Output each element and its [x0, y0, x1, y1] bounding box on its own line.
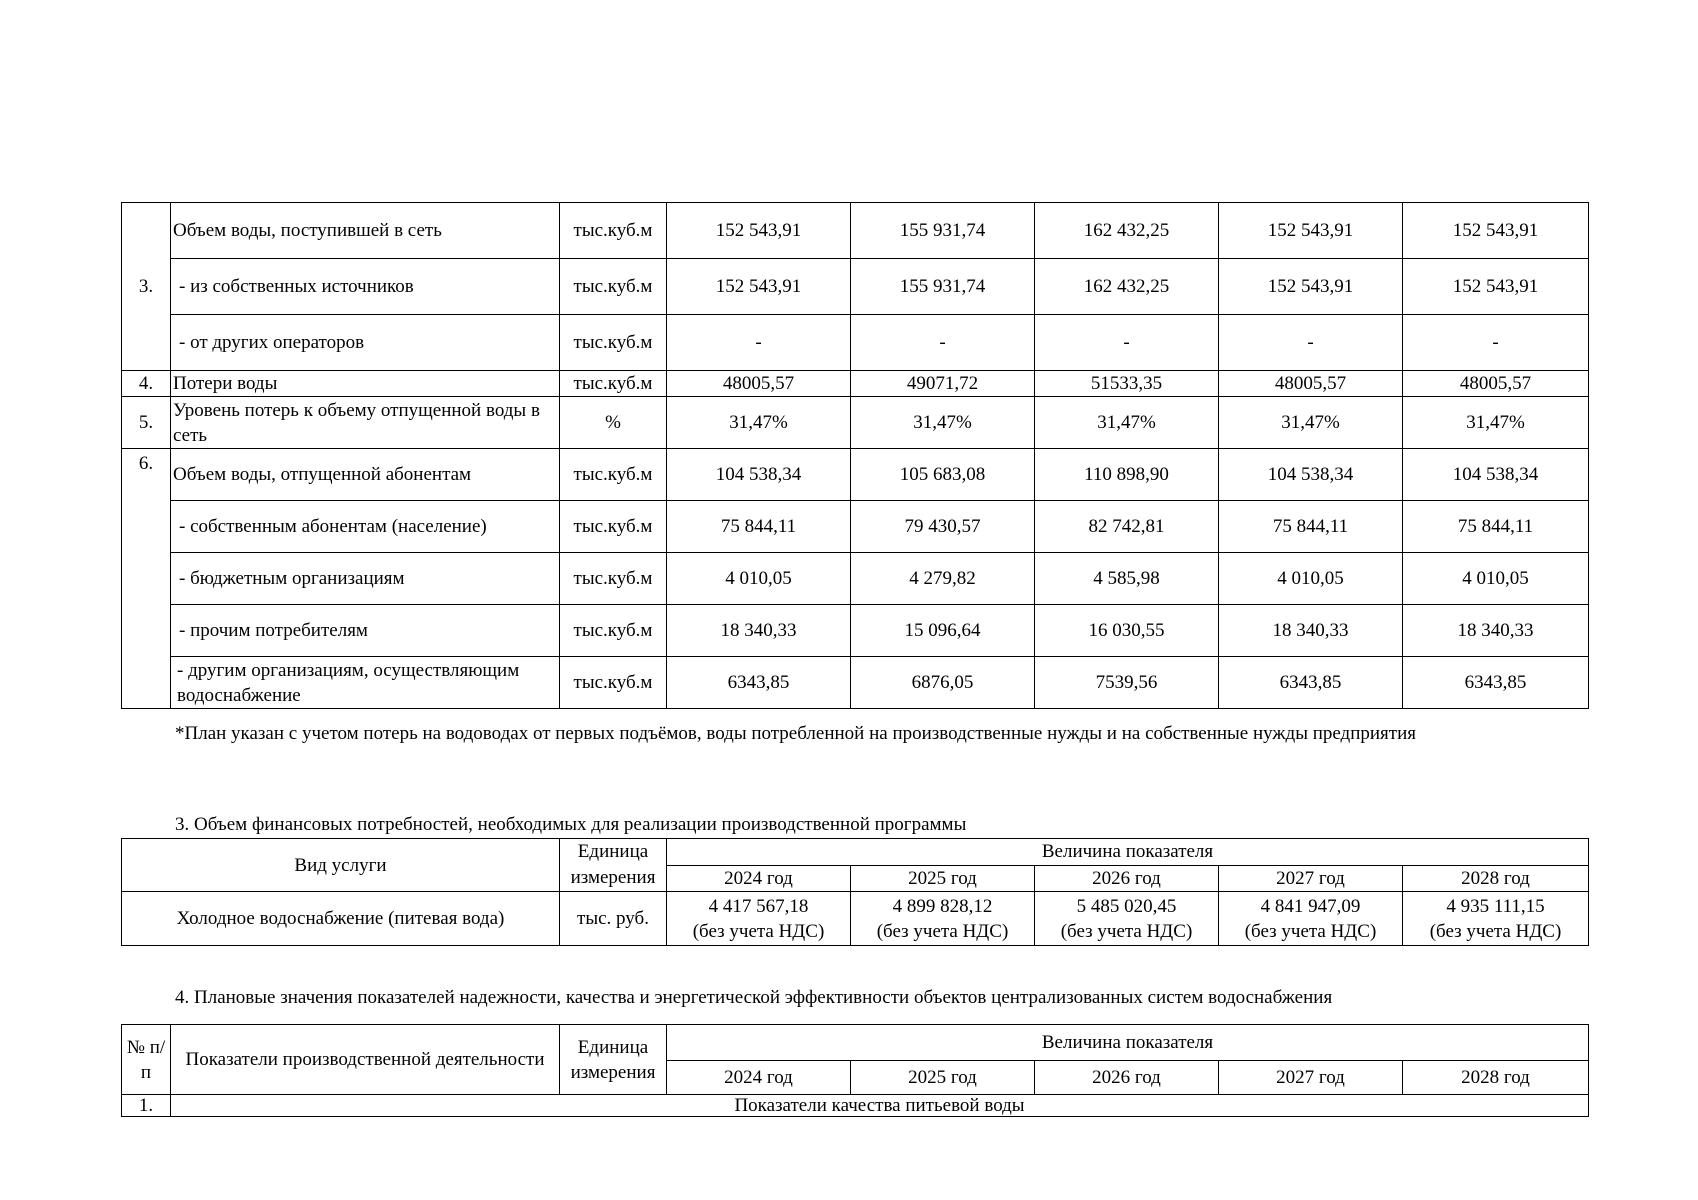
table-row — [122, 501, 1589, 553]
value-cell: 51533,35 — [1035, 371, 1219, 397]
indicator-name: Объем воды, отпущенной абонентам — [171, 449, 560, 501]
table-row — [122, 397, 1589, 449]
value-cell: 31,47% — [851, 397, 1035, 449]
value-cell: 104 538,34 — [1219, 449, 1403, 501]
value-cell: 18 340,33 — [1403, 605, 1589, 657]
amount-value: 4 935 111,15 — [1446, 895, 1545, 917]
indicator-name: - собственным абонентам (население) — [171, 501, 560, 553]
indicator-name: Потери воды — [171, 371, 560, 397]
amount-cell — [1035, 892, 1219, 946]
value-cell: 6343,85 — [667, 657, 851, 709]
value-cell: 31,47% — [667, 397, 851, 449]
table-row — [122, 315, 1589, 371]
vat-note: (без учета НДС) — [876, 920, 1009, 942]
table-row — [122, 203, 1589, 259]
row-number: 4. — [122, 371, 171, 397]
indicator-name: Объем воды, поступившей в сеть — [171, 203, 560, 259]
year-header: 2024 год — [667, 865, 851, 892]
unit-cell: тыс.куб.м — [560, 259, 667, 315]
value-cell: 48005,57 — [1219, 371, 1403, 397]
value-cell: 75 844,11 — [667, 501, 851, 553]
table-row — [122, 892, 1589, 946]
amount-value: 4 899 828,12 — [892, 895, 993, 917]
unit-cell: тыс.куб.м — [560, 657, 667, 709]
value-cell: 31,47% — [1035, 397, 1219, 449]
row-number: 1. — [122, 1095, 171, 1117]
value-cell: 18 340,33 — [667, 605, 851, 657]
amount-cell — [1403, 892, 1589, 946]
amount-value: 4 841 947,09 — [1260, 895, 1361, 917]
value-cell: - — [667, 315, 851, 371]
vat-note: (без учета НДС) — [692, 920, 825, 942]
amount-value: 4 417 567,18 — [708, 895, 809, 917]
unit-cell: тыс.куб.м — [560, 553, 667, 605]
value-cell: 155 931,74 — [851, 203, 1035, 259]
value-cell: - — [851, 315, 1035, 371]
value-cell: 152 543,91 — [1403, 203, 1589, 259]
unit-cell: тыс.куб.м — [560, 605, 667, 657]
value-cell: 75 844,11 — [1219, 501, 1403, 553]
year-header: 2026 год — [1035, 1061, 1219, 1095]
indicator-name: - бюджетным организациям — [171, 553, 560, 605]
service-name: Холодное водоснабжение (питевая вода) — [122, 892, 560, 946]
value-cell: 49071,72 — [851, 371, 1035, 397]
unit-cell: тыс.куб.м — [560, 371, 667, 397]
value-cell: 6343,85 — [1403, 657, 1589, 709]
value-cell: 152 543,91 — [667, 259, 851, 315]
value-cell: - — [1219, 315, 1403, 371]
amount-cell — [1219, 892, 1403, 946]
table-row — [122, 449, 1589, 501]
value-cell: 48005,57 — [667, 371, 851, 397]
value-cell: 152 543,91 — [1219, 259, 1403, 315]
unit-cell: тыс. руб. — [560, 892, 667, 946]
year-header: 2025 год — [851, 1061, 1035, 1095]
unit-cell: тыс.куб.м — [560, 203, 667, 259]
financial-needs-table — [121, 838, 1589, 946]
section3-heading: 3. Объем финансовых потребностей, необходимых для реализации производственной программы — [175, 814, 967, 835]
row-number: 3. — [122, 203, 171, 371]
table-row — [122, 259, 1589, 315]
value-cell: 79 430,57 — [851, 501, 1035, 553]
unit-cell: тыс.куб.м — [560, 315, 667, 371]
value-cell: 104 538,34 — [1403, 449, 1589, 501]
year-header: 2028 год — [1403, 865, 1589, 892]
value-cell: 48005,57 — [1403, 371, 1589, 397]
value-cell: - — [1035, 315, 1219, 371]
table-row — [122, 605, 1589, 657]
value-cell: 105 683,08 — [851, 449, 1035, 501]
year-header: 2027 год — [1219, 1061, 1403, 1095]
value-cell: 7539,56 — [1035, 657, 1219, 709]
indicator-name: - от других операторов — [171, 315, 560, 371]
column-header-unit: Единица измерения — [560, 839, 667, 892]
value-cell: 162 432,25 — [1035, 259, 1219, 315]
row-number: 5. — [122, 397, 171, 449]
reliability-indicators-table — [121, 1024, 1589, 1117]
vat-note: (без учета НДС) — [1060, 920, 1193, 942]
value-cell: 110 898,90 — [1035, 449, 1219, 501]
value-cell: 152 543,91 — [1403, 259, 1589, 315]
value-cell: 31,47% — [1403, 397, 1589, 449]
value-cell: 4 010,05 — [1403, 553, 1589, 605]
table-header-row — [122, 1025, 1589, 1061]
value-cell: 152 543,91 — [667, 203, 851, 259]
table-row — [122, 657, 1589, 709]
value-cell: 6876,05 — [851, 657, 1035, 709]
value-cell: 4 010,05 — [1219, 553, 1403, 605]
section-row-label: Показатели качества питьевой воды — [171, 1095, 1589, 1117]
column-header-number: № п/п — [122, 1025, 171, 1095]
value-cell: 16 030,55 — [1035, 605, 1219, 657]
value-cell: 15 096,64 — [851, 605, 1035, 657]
row-number: 6. — [122, 449, 171, 709]
column-header-service: Вид услуги — [122, 839, 560, 892]
amount-cell — [667, 892, 851, 946]
value-cell: 162 432,25 — [1035, 203, 1219, 259]
table-row — [122, 553, 1589, 605]
unit-cell: тыс.куб.м — [560, 501, 667, 553]
indicator-name: - из собственных источников — [171, 259, 560, 315]
vat-note: (без учета НДС) — [1244, 920, 1377, 942]
value-cell: 4 279,82 — [851, 553, 1035, 605]
water-balance-table — [121, 202, 1589, 709]
value-cell: 4 010,05 — [667, 553, 851, 605]
indicator-name: - прочим потребителям — [171, 605, 560, 657]
unit-cell: % — [560, 397, 667, 449]
value-cell: 152 543,91 — [1219, 203, 1403, 259]
indicator-name: Уровень потерь к объему отпущенной воды в сеть — [171, 397, 560, 449]
footnote: *План указан с учетом потерь на водоводах от первых подъёмов, воды потребленной на производственные нужды и на собственные нужды предприятия — [175, 723, 1417, 744]
year-header: 2025 год — [851, 865, 1035, 892]
year-header: 2026 год — [1035, 865, 1219, 892]
section4-heading: 4. Плановые значения показателей надежности, качества и энергетической эффективности объектов централизованных систем водоснабжения — [175, 987, 1333, 1008]
column-header-value: Величина показателя — [667, 839, 1589, 866]
column-header-value: Величина показателя — [667, 1025, 1589, 1061]
value-cell: 104 538,34 — [667, 449, 851, 501]
indicator-name: - другим организациям, осуществляющим водоснабжение — [171, 657, 560, 709]
vat-note: (без учета НДС) — [1429, 920, 1562, 942]
table-header-row — [122, 839, 1589, 866]
value-cell: 18 340,33 — [1219, 605, 1403, 657]
amount-cell — [851, 892, 1035, 946]
unit-cell: тыс.куб.м — [560, 449, 667, 501]
year-header: 2028 год — [1403, 1061, 1589, 1095]
table-row — [122, 1095, 1589, 1117]
year-header: 2024 год — [667, 1061, 851, 1095]
year-header: 2027 год — [1219, 865, 1403, 892]
value-cell: 75 844,11 — [1403, 501, 1589, 553]
table-row — [122, 371, 1589, 397]
value-cell: 82 742,81 — [1035, 501, 1219, 553]
amount-value: 5 485 020,45 — [1076, 895, 1177, 917]
value-cell: 4 585,98 — [1035, 553, 1219, 605]
value-cell: - — [1403, 315, 1589, 371]
value-cell: 31,47% — [1219, 397, 1403, 449]
column-header-unit: Единица измерения — [560, 1025, 667, 1095]
value-cell: 155 931,74 — [851, 259, 1035, 315]
column-header-name: Показатели производственной деятельности — [171, 1025, 560, 1095]
value-cell: 6343,85 — [1219, 657, 1403, 709]
